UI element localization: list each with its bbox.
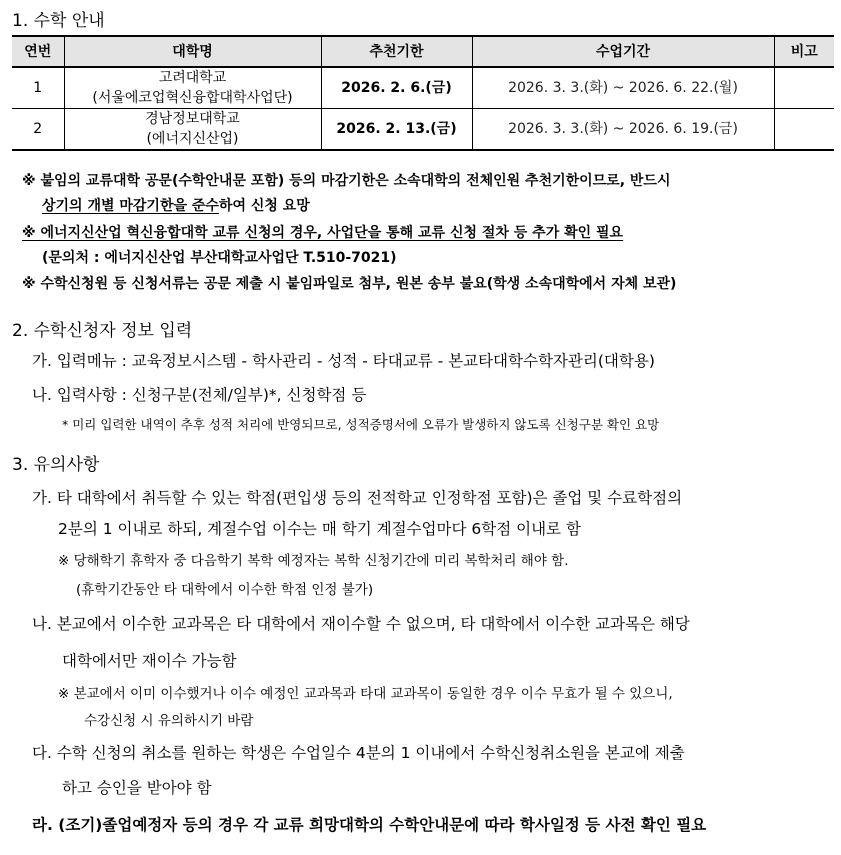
note-3: ※ 수학신청원 등 신청서류는 공문 제출 시 붙임파일로 첨부, 원본 송부 불요(학생 소속대학에서 자체 보관): [22, 276, 677, 292]
table-header-row: [12, 36, 834, 67]
section1-title: 1. 수학 안내: [12, 11, 105, 31]
note-1-rest: 하여 신청 요망: [218, 198, 310, 214]
section3-a-line2: 2분의 1 이내로 하되, 계절수업 이수는 매 학기 계절수업마다 6학점 이내로 함: [58, 520, 581, 538]
note-2-line1: ※ 에너지신산업 혁신융합대학 교류 신청의 경우, 사업단을 통해 교류 신청 절차 등 추가 확인 필요: [22, 225, 624, 241]
schedule-table: [12, 35, 834, 151]
row-university: [64, 109, 321, 151]
row-period: 2026. 3. 3.(화) ~ 2026. 6. 22.(월): [472, 67, 774, 109]
section3-b-note2: 수강신청 시 유의하시기 바람: [84, 713, 254, 729]
section2-input-note: * 미리 입력한 내역이 추후 성적 처리에 반영되므로, 성적증명서에 오류가 발생하지 않도록 신청구분 확인 요망: [62, 417, 660, 432]
section3-a-note2: (휴학기간동안 타 대학에서 이수한 학점 인정 불가): [76, 582, 374, 598]
row-period: 2026. 3. 3.(화) ~ 2026. 6. 19.(금): [472, 109, 774, 151]
row-no: 1: [12, 67, 64, 109]
university-program: (서울에코업혁신융합대학사업단): [92, 90, 293, 106]
note-1-emphasis: 상기의 개별 마감기한을 준수: [42, 198, 219, 214]
section3-c-line2: 하고 승인을 받아야 함: [62, 779, 212, 797]
section3-b-note1: ※ 본교에서 이미 이수했거나 이수 예정인 교과목과 타대 교과목이 동일한 경우 이수 무효가 될 수 있으니,: [58, 686, 673, 702]
row-note: [774, 67, 834, 109]
university-program: (에너지신산업): [146, 131, 239, 147]
section3-b-line2: 대학에서만 재이수 가능함: [62, 652, 237, 670]
header-deadline: 추천기한: [321, 36, 472, 67]
table-row: [12, 67, 834, 109]
section2-input-menu: 가. 입력메뉴 : 교육정보시스템 - 학사관리 - 성적 - 타대교류 - 본교타대학수학자관리(대학용): [32, 352, 655, 370]
university-name: 경남정보대학교: [145, 111, 240, 127]
section3-c-line1: 다. 수학 신청의 취소를 원하는 학생은 수업일수 4분의 1 이내에서 수학신청취소원을 본교에 제출: [32, 744, 685, 762]
table-row: [12, 109, 834, 151]
section3-b-line1: 나. 본교에서 이수한 교과목은 타 대학에서 재이수할 수 없으며, 타 대학에서 이수한 교과목은 해당: [32, 615, 690, 633]
header-no: 연번: [12, 36, 64, 67]
section3-d: 라. (조기)졸업예정자 등의 경우 각 교류 희망대학의 수학안내문에 따라 학사일정 등 사전 확인 필요: [32, 816, 707, 834]
university-name: 고려대학교: [158, 70, 227, 86]
header-note: 비고: [774, 36, 834, 67]
section3-a-line1: 가. 타 대학에서 취득할 수 있는 학점(편입생 등의 전적학교 인정학점 포함)은 졸업 및 수료학점의: [32, 489, 683, 507]
note-2-contact: (문의처 : 에너지신산업 부산대학교사업단 T.510-7021): [42, 250, 397, 266]
row-deadline: 2026. 2. 6.(금): [321, 67, 472, 109]
row-note: [774, 109, 834, 151]
section2-title: 2. 수학신청자 정보 입력: [12, 321, 193, 341]
section2-input-items: 나. 입력사항 : 신청구분(전체/일부)*, 신청학점 등: [32, 386, 367, 404]
note-1-line1: ※ 붙임의 교류대학 공문(수학안내문 포함) 등의 마감기한은 소속대학의 전체인원 추천기한이므로, 반드시: [22, 173, 671, 189]
row-deadline: 2026. 2. 13.(금): [321, 109, 472, 151]
row-university: [64, 67, 321, 109]
note-1-line2: [42, 195, 310, 215]
header-period: 수업기간: [472, 36, 774, 67]
header-university: 대학명: [64, 36, 321, 67]
row-no: 2: [12, 109, 64, 151]
section3-a-note1: ※ 당해학기 휴학자 중 다음학기 복학 예정자는 복학 신청기간에 미리 복학처리 해야 함.: [58, 553, 569, 569]
section3-title: 3. 유의사항: [12, 455, 100, 475]
